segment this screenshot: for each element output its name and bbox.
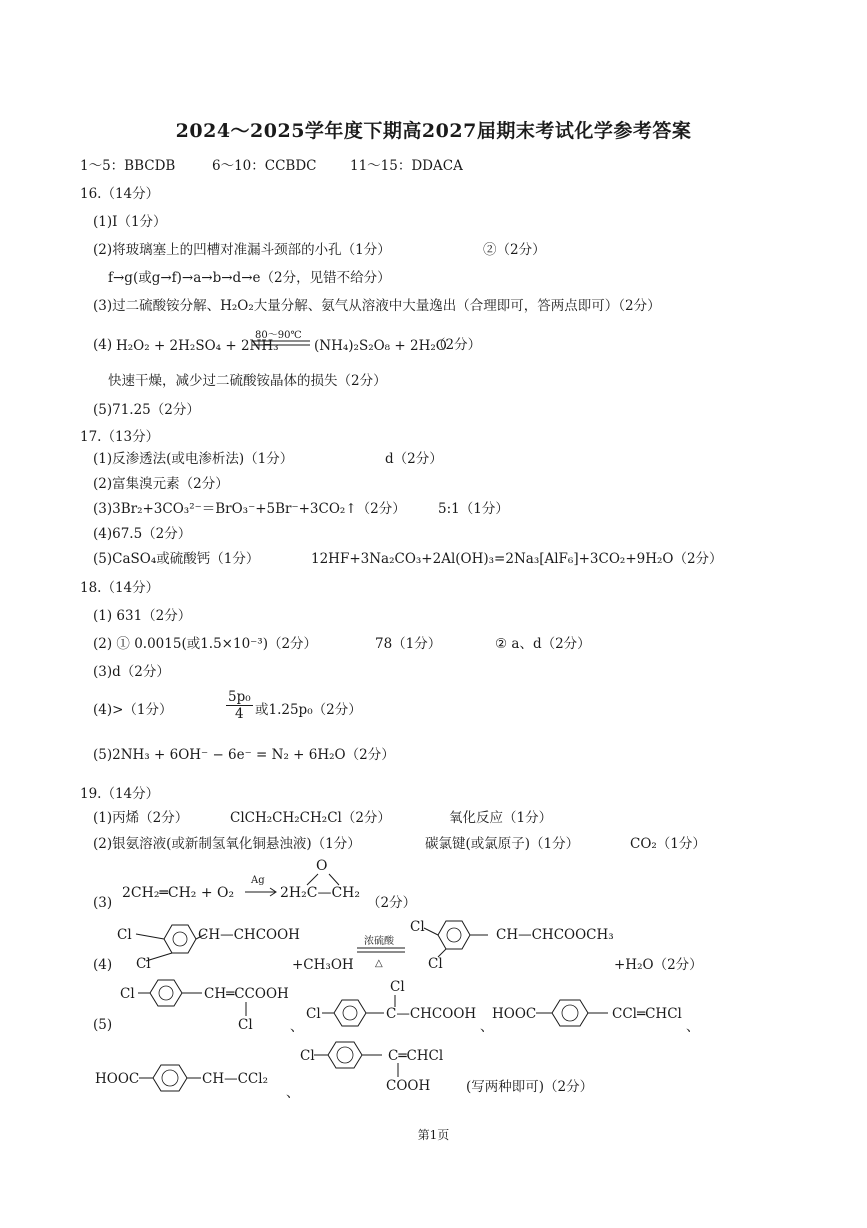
isomer-3-chain: CCl═CHCl: [612, 1006, 682, 1022]
q16-part4-rhs: (NH₄)₂S₂O₈ + 2H₂O: [314, 338, 447, 354]
isomer-4-chain: CH—CCl₂: [202, 1071, 268, 1087]
isomer-1-cl: Cl: [120, 986, 135, 1002]
conc-sulfuric-acid: 浓硫酸: [364, 936, 394, 947]
product-cl-2: Cl: [428, 956, 443, 972]
q19-part3-product: 2H₂C—CH₂: [280, 885, 360, 901]
page-number: 第1页: [417, 1128, 450, 1142]
q19-part3-label: (3): [93, 895, 113, 911]
q16-part2a: (2)将玻璃塞上的凹槽对准漏斗颈部的小孔（1分）: [93, 242, 391, 258]
isomer-2-chain: C—CHCOOH: [386, 1006, 477, 1022]
isomer-2-ring: [312, 998, 392, 1028]
q19-part2a: (2)银氨溶液(或新制氢氧化铜悬浊液)（1分）: [93, 836, 361, 852]
separator-1: 、: [290, 1019, 304, 1035]
reaction-arrow-icon: [245, 887, 279, 897]
q19-part5-note: (写两种即可)（2分）: [466, 1079, 594, 1095]
mc-group-2: 6～10：CCBDC: [212, 158, 317, 174]
reactant-cl-2: Cl: [136, 956, 151, 972]
isomer-1-ring: [128, 978, 208, 1008]
q17-part5b: 12HF+3Na₂CO₃+2Al(OH)₃=2Na₃[AlF₆]+3CO₂+9H₂O（2分）: [311, 551, 723, 567]
q17-part3b: 5:1（1分）: [438, 501, 509, 517]
q19-part3-reactants: 2CH₂═CH₂ + O₂: [122, 885, 235, 901]
q19-part3-catalyst: Ag: [251, 875, 265, 886]
separator-2: 、: [480, 1019, 494, 1035]
reversible-sign-icon: [357, 946, 407, 954]
q16-part4-lhs: H₂O₂ + 2H₂SO₄ + 2NH₃: [116, 338, 279, 354]
q16-part4-condition: 80～90℃: [255, 330, 302, 341]
methanol: +CH₃OH: [292, 957, 354, 973]
q19-part1a: (1)丙烯（2分）: [93, 810, 189, 826]
q19-part5-label: (5): [93, 1017, 113, 1033]
isomer-5-ring: [308, 1040, 392, 1070]
epoxide-oxygen: O: [316, 858, 328, 874]
isomer-5-cl: Cl: [300, 1048, 315, 1064]
separator-3: 、: [686, 1019, 700, 1035]
q18-part4b: 或1.25p₀（2分）: [255, 702, 362, 718]
q19-part2b: 碳氯键(或氯原子)（1分）: [425, 836, 580, 852]
separator-4: 、: [286, 1085, 300, 1101]
q18-part2c: ② a、d（2分）: [495, 636, 591, 652]
isomer-1-chain: CH═CCOOH: [204, 986, 289, 1002]
q19-part1b: ClCH₂CH₂CH₂Cl（2分）: [230, 810, 391, 826]
q16-part1: (1)Ⅰ（1分）: [93, 214, 167, 230]
isomer-5-chain: C═CHCl: [388, 1048, 444, 1064]
q17-part1a: (1)反渗透法(或电渗析法)（1分）: [93, 451, 294, 467]
q16-part4-score: （2分）: [432, 337, 482, 353]
q19-part4-label: (4): [93, 957, 113, 973]
q18-part2a: (2) ① 0.0015(或1.5×10⁻³)（2分）: [93, 636, 318, 652]
q18-part5: (5)2NH₃ + 6OH⁻ − 6e⁻ = N₂ + 6H₂O（2分）: [93, 747, 395, 763]
q18-part4a: (4)>（1分）: [93, 702, 173, 718]
q19-part2c: CO₂（1分）: [630, 836, 706, 852]
epoxide-ring-icon: [303, 870, 343, 886]
q18-fraction: [226, 689, 253, 722]
q17-header: 17.（13分）: [80, 429, 160, 445]
q17-part3a: (3)3Br₂+3CO₃²⁻＝BrO₃⁻+5Br⁻+3CO₂↑（2分）: [93, 501, 406, 517]
q16-part5: (5)71.25（2分）: [93, 402, 200, 418]
isomer-3-hooc: HOOC: [492, 1006, 537, 1022]
isomer-1-bond-icon: [244, 1002, 248, 1016]
isomer-1-cl-sub: Cl: [238, 1017, 253, 1033]
q18-part1: (1) 631（2分）: [93, 608, 192, 624]
isomer-2-cl-top: Cl: [390, 979, 405, 995]
q17-part1b: d（2分）: [385, 451, 443, 467]
q16-part3: (3)过二硫酸铵分解、H₂O₂大量分解、氨气从溶液中大量逸出（合理即可，答两点即可）（2分）: [93, 298, 661, 314]
water-score: +H₂O（2分）: [614, 957, 703, 973]
q18-part2b: 78（1分）: [375, 636, 442, 652]
mc-group-3: 11～15：DDACA: [350, 158, 463, 174]
page-title: 2024～2025学年度下期高2027届期末考试化学参考答案: [175, 120, 692, 142]
reactant-chain: CH—CHCOOH: [198, 927, 300, 943]
reactant-cl-1: Cl: [117, 927, 132, 943]
q16-part2b: ②（2分）: [483, 242, 546, 258]
q16-header: 16.（14分）: [80, 186, 160, 202]
q16-part2c: f→g(或g→f)→a→b→d→e（2分，见错不给分）: [108, 270, 391, 286]
q17-part4: (4)67.5（2分）: [93, 526, 192, 542]
q17-part2: (2)富集溴元素（2分）: [93, 476, 229, 492]
isomer-2-cl: Cl: [306, 1006, 321, 1022]
mc-group-1: 1～5：BBCDB: [80, 158, 176, 174]
product-structure: [410, 910, 510, 968]
q19-part1c: 氧化反应（1分）: [449, 810, 553, 826]
q16-part4-label: (4): [93, 337, 113, 353]
heat-symbol: △: [375, 958, 383, 969]
q17-part5a: (5)CaSO₄或硫酸钙（1分）: [93, 551, 260, 567]
isomer-5-cooh: COOH: [386, 1078, 431, 1094]
q18-part3: (3)d（2分）: [93, 664, 170, 680]
isomer-4-hooc: HOOC: [95, 1071, 140, 1087]
product-cl-1: Cl: [410, 919, 425, 935]
isomer-5-bond-icon: [396, 1063, 400, 1077]
q16-part4b: 快速干燥，减少过二硫酸铵晶体的损失（2分）: [108, 373, 387, 389]
product-chain: CH—CHCOOCH₃: [496, 927, 614, 943]
q19-part3-score: （2分）: [367, 895, 417, 911]
q18-header: 18.（14分）: [80, 580, 160, 596]
q18-fraction-numerator: 5p₀: [228, 689, 251, 705]
equilibrium-sign-icon: [252, 339, 312, 347]
q18-fraction-denominator: 4: [235, 706, 244, 722]
q19-header: 19.（14分）: [80, 786, 160, 802]
